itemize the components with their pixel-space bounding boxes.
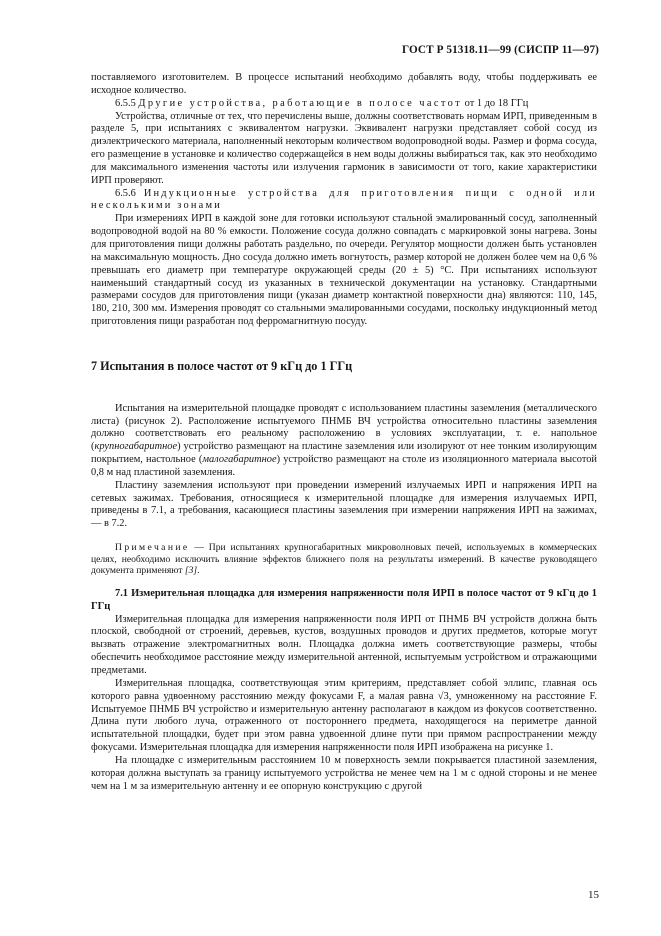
document-header: ГОСТ Р 51318.11—99 (СИСПР 11—97) [402,44,599,56]
clause-title-tail: от 1 до 18 ГГц [462,97,529,109]
section-7-paragraph-1: Испытания на измерительной площадке проводят с использованием пластины заземления (металлического листа) (рисунок 2). Расположение испытуемого ПНМБ ВЧ устройства относительно пластины заземления должно соответствовать его реальному расположению в условиях эксплуатации, т. е. напольное (крупногабаритное) устройство размещают на пластине заземления или изолируют от нее тонким изолирующим покрытием, настольное (малогабаритное) устройство размещают на столе из изоляционного материала высотой 0,8 м над пластиной заземления. [91,402,597,478]
section-7-title: 7 Испытания в полосе частот от 9 кГц до 1 ГГц [91,358,353,373]
clause-6-5-6-heading [91,188,597,214]
subsection-7-1-paragraph-3: На площадке с измерительным расстоянием 10 м поверхность земли покрывается пластиной заземления, которая должна выступать за границу испытуемого устройства не менее чем на 1 м с одной стороны и не менее чем на 1 м за измерительную антенну и ее опорную конструкцию с другой [91,754,597,792]
emphasis-large-device: крупногабаритное [94,441,178,453]
clause-number: 6.5.5 [115,97,136,109]
section-7-paragraph-2: Пластину заземления используют при проведении измерений излучаемых ИРП и напряжения ИРП на сетевых зажимах. Требования, относящиеся к измерительной площадке для измерения излучаемых ИРП, приведены в 7.1, а требования, касающиеся пластины заземления при измерении напряжения ИРП на зажимах, — в 7.2. [91,479,597,530]
subsection-7-1-paragraph-2: Измерительная площадка, соответствующая этим критериям, представляет собой эллипс, главная ось которого равна удвоенному расстоянию между фокусами F, а малая равна √3, умноженному на расстояние F. Испытуемое ПНМБ ВЧ устройство и измерительную антенну располагают в каждом из фокусов соответственно. Длина пути любого луча, отраженного от постороннего предмета, находящегося на периметре данной испытательной площадки, будет при этом равна удвоенной длине пути при прямом распространении между фокусами. Измерительная площадка для измерения напряженности поля ИРП изображена на рисунке 1. [91,677,597,754]
note: Примечание — При испытаниях крупногабаритных микроволновых печей, используемых в коммерческих целях, необходимо исключить влияние эффектов ближнего поля на результаты измерений. В качестве руководящего документа применяют [3]. [91,542,597,577]
page-number: 15 [588,889,599,901]
clause-6-5-6-text: При измерениях ИРП в каждой зоне для готовки используют стальной эмалированный сосуд, заполненный водопроводной водой на 80 % емкости. Положение сосуда должно совпадать с маркировкой зоны нагрева. Зоны для приготовления пищи должны работать раздельно, по очереди. Регулятор мощности должен быть установлен на максимальную мощность. Дно сосуда должно иметь вогнутость, размер которой не должен более чем на 0,6 % превышать его диаметр при температуре окружающей среды (20 ± 5) °С. При испытаниях используют наименьший стандартный сосуд из указанных в технической документации на установку. Стандартными размерами сосудов для приготовления пищи (указан диаметр контактной поверхности дна) являются: 110, 145, 180, 210, 300 мм. Измерения проводят со стальными эмалированными сосудами, поскольку индукционный метод приготовления пищи разработан под ферромагнитную посуду. [91,213,597,328]
clause-6-5-5-text: Устройства, отличные от тех, что перечислены выше, должны соответствовать нормам ИРП, приведенным в разделе 5, при испытаниях с эквивалентом нагрузки. Эквивалент нагрузки представляет собой сосуд из диэлектрического материала, наполненный некоторым количеством водопроводной воды. Размер и форма сосуда, его размещение в установке и количество содержащейся в нем воды должны выбираться так, как это необходимо для максимального изменения частоты или излучения гармоник в зависимости от того, какие характеристики ИРП проверяют. [91,110,597,186]
clause-6-5-5-heading [91,98,597,111]
note-label: Примечание [115,542,190,554]
clause-number: 6.5.6 [115,187,136,199]
document-body [91,72,597,793]
subsection-7-1-title: 7.1 Измерительная площадка для измерения напряженности поля ИРП в полосе частот от 9 кГц до 1 ГГц [91,587,597,612]
note-reference: [3] [184,565,198,577]
emphasis-small-device: малогабаритное [202,454,277,466]
paragraph-continuation: поставляемого изготовителем. В процессе испытаний необходимо добавлять воду, чтобы поддерживать ее исходное количество. [91,72,597,96]
note-text: — При испытаниях крупногабаритных микроволновых печей, используемых в коммерческих целях, необходимо исключить влияние эффектов ближнего поля на результаты измерений. В качестве руководящего документа применяют [91,542,597,577]
clause-title-spaced: Другие устройства, работающие в полосе частот [138,97,463,109]
sqrt-three: √3 [437,690,449,702]
subsection-7-1-paragraph-1: Измерительная площадка для измерения напряженности поля ИРП от ПНМБ ВЧ устройств должна быть плоской, свободной от строений, деревьев, кустов, воздушных проводов и других предметов, которые могут вызвать отражение электромагнитных волн. Площадка должна иметь соответствующие размеры, чтобы обеспечить необходимое расстояние между измерительной антенной, испытуемым устройством и отражающими предметами. [91,613,597,676]
clause-title-spaced: Индукционные устройства для приготовления пищи с одной или несколькими зонами [91,187,597,212]
